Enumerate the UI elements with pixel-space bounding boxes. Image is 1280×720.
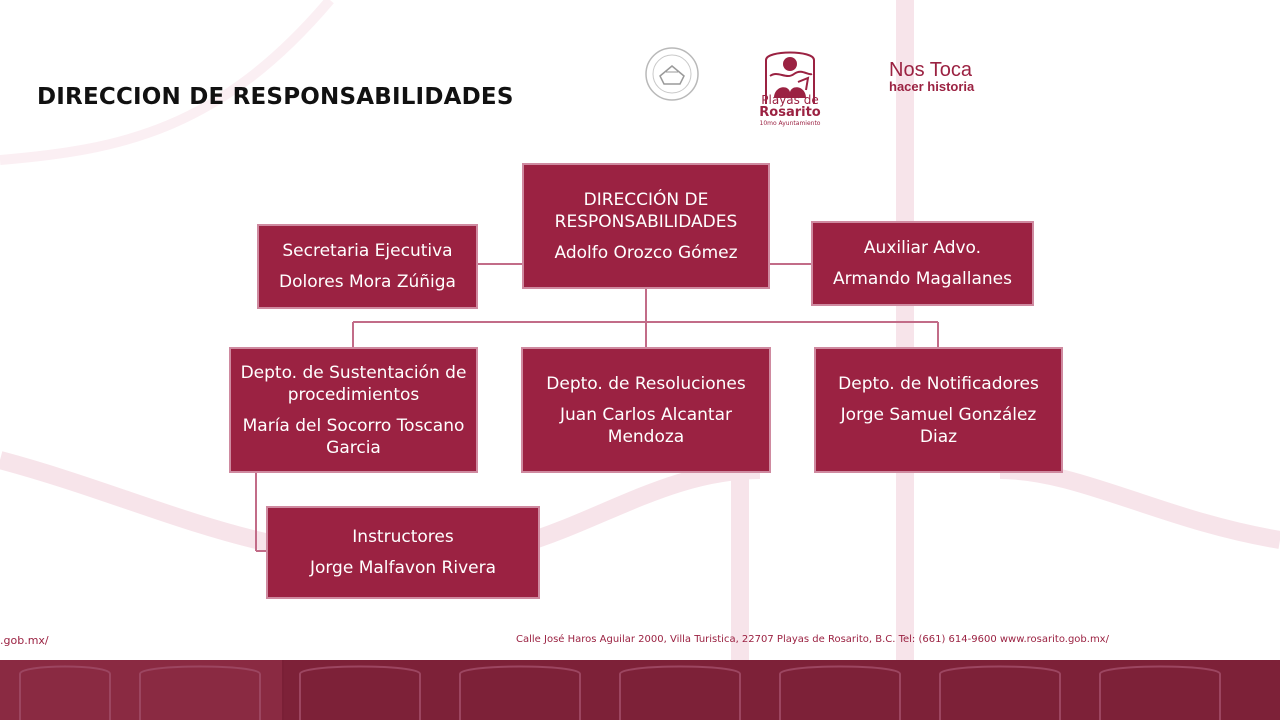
org-box-secretaria: [257, 224, 478, 309]
org-person: Juan Carlos Alcantar Mendoza: [559, 404, 732, 447]
org-box-notificadores: [814, 347, 1063, 473]
footer-url-left: .gob.mx/: [0, 634, 49, 647]
footer-pattern-band: [0, 660, 1280, 720]
org-person: Armando Magallanes: [833, 269, 1012, 289]
rosarito-line1: Playas de: [761, 93, 819, 107]
rosarito-line3: 10mo Ayuntamiento: [759, 120, 821, 127]
org-box-instructores: [266, 506, 540, 599]
municipal-seal-icon: [644, 46, 700, 102]
org-box-sustentacion: [229, 347, 478, 473]
page-title: DIRECCION DE RESPONSABILIDADES: [37, 84, 514, 110]
org-role: Instructores: [352, 527, 454, 547]
footer-address: Calle José Haros Aguilar 2000, Villa Turistica, 22707 Playas de Rosarito, B.C. Tel: (661) 614-9600 www.rosarito.gob.mx/: [516, 634, 1109, 645]
org-box-resoluciones: [521, 347, 771, 473]
org-role: Secretaria Ejecutiva: [282, 241, 453, 261]
rosarito-line2: Rosarito: [759, 105, 821, 120]
org-role: Auxiliar Advo.: [863, 238, 982, 258]
rosarito-wordmark: [742, 94, 838, 128]
org-role: DIRECCIÓN DE RESPONSABILIDADES: [554, 189, 738, 232]
org-box-director: [522, 163, 770, 289]
org-box-auxiliar: [811, 221, 1034, 306]
org-person: Adolfo Orozco Gómez: [554, 242, 738, 263]
org-person: Jorge Malfavon Rivera: [309, 558, 497, 578]
org-role: Depto. de Resoluciones: [546, 373, 746, 394]
org-role: Depto. de Sustentación de procedimientos: [240, 362, 467, 405]
org-person: Dolores Mora Zúñiga: [279, 272, 456, 292]
org-person: María del Socorro Toscano Garcia: [242, 415, 465, 458]
nostoca-line2: hacer historia: [889, 79, 975, 94]
nostoca-logo: [889, 60, 974, 93]
org-person: Jorge Samuel González Diaz: [840, 404, 1037, 447]
org-role: Depto. de Notificadores: [838, 373, 1039, 394]
nostoca-line1: Nos Toca: [889, 59, 973, 81]
